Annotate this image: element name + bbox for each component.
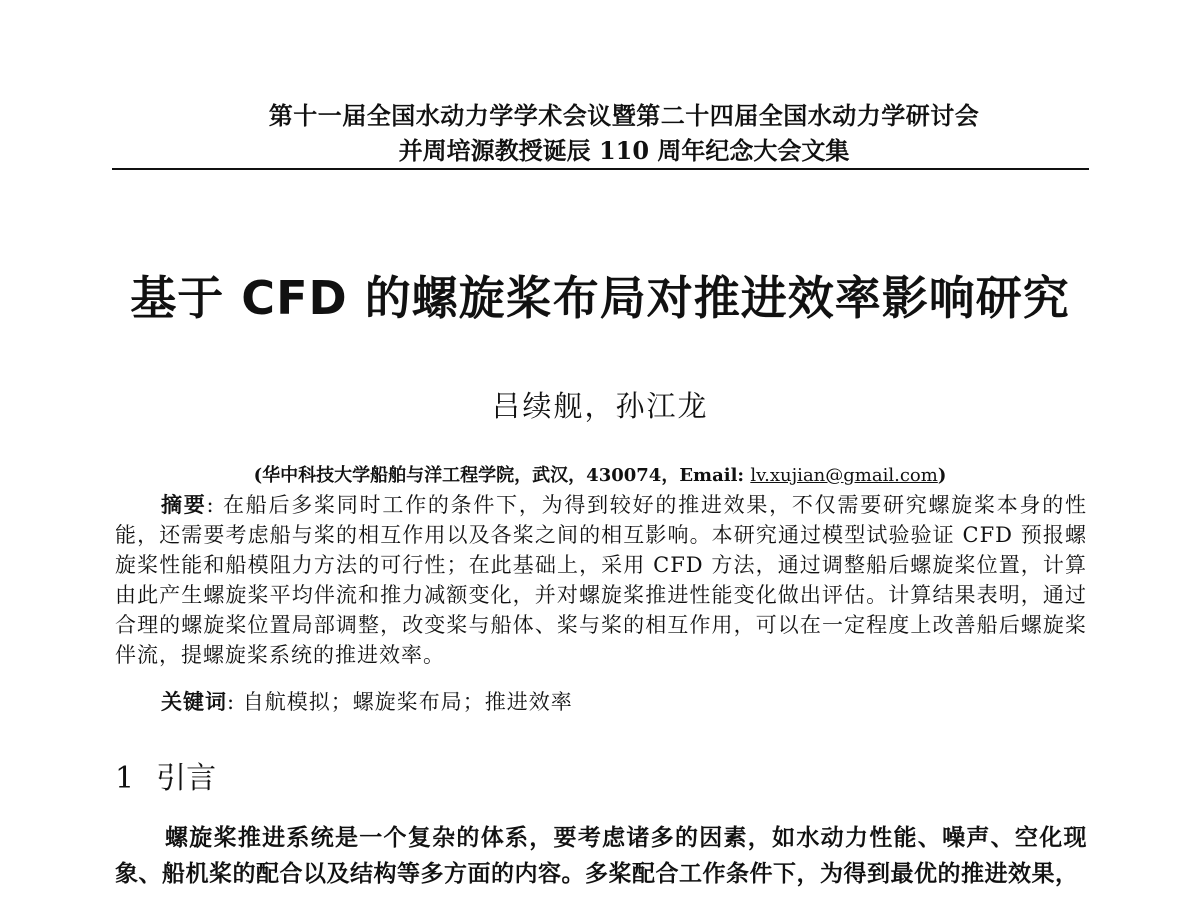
keywords-label: 关键词 (161, 690, 227, 714)
paper-authors: 吕续舰，孙江龙 (491, 389, 709, 423)
abstract-label: 摘要 (161, 493, 207, 517)
keywords-text: : 自航模拟；螺旋桨布局；推进效率 (227, 690, 573, 714)
email-link[interactable]: lv.xujian@gmail.com (750, 465, 938, 486)
introduction-paragraph: 螺旋桨推进系统是一个复杂的体系，要考虑诸多的因素，如水动力性能、噪声、空化现象、船机桨的配合以及结构等多方面的内容。多桨配合工作条件下，为得到最优的推进效果， (115, 824, 1087, 887)
keywords-line (161, 686, 573, 716)
section-number: 1 (115, 761, 135, 796)
section-title: 引言 (156, 761, 217, 796)
paper-title: 基于 CFD 的螺旋桨布局对推进效率影响研究 (130, 271, 1070, 325)
affiliation-text: (华中科技大学船舶与洋工程学院，武汉，430074，Email: (253, 465, 751, 486)
proceedings-header-line2: 并周培源教授诞辰 110 周年纪念大会文集 (398, 136, 850, 165)
header-divider (112, 168, 1089, 170)
affiliation-close: ) (937, 465, 947, 486)
section-heading-introduction (115, 753, 216, 797)
author-affiliation (0, 461, 1200, 487)
abstract-text: : 在船后多桨同时工作的条件下，为得到较好的推进效果，不仅需要研究螺旋桨本身的性能，还需要考虑船与桨的相互作用以及各桨之间的相互影响。本研究通过模型试验验证 CFD 预报螺旋桨性能和船模阻力方法的可行性；在此基础上，采用 CFD 方法，通过调整船后螺旋桨位置，计算由此产生螺旋桨平均伴流和推力减额变化，并对螺旋桨推进性能变化做出评估。计算结果表明，通过合理的螺旋桨位置局部调整，改变桨与船体、桨与桨的相互作用，可以在一定程度上改善船后螺旋桨伴流，提螺旋桨系统的推进效率。 (115, 493, 1088, 667)
abstract-paragraph (115, 490, 1087, 670)
proceedings-header-line1: 第十一届全国水动力学学术会议暨第二十四届全国水动力学研讨会 (268, 101, 980, 130)
